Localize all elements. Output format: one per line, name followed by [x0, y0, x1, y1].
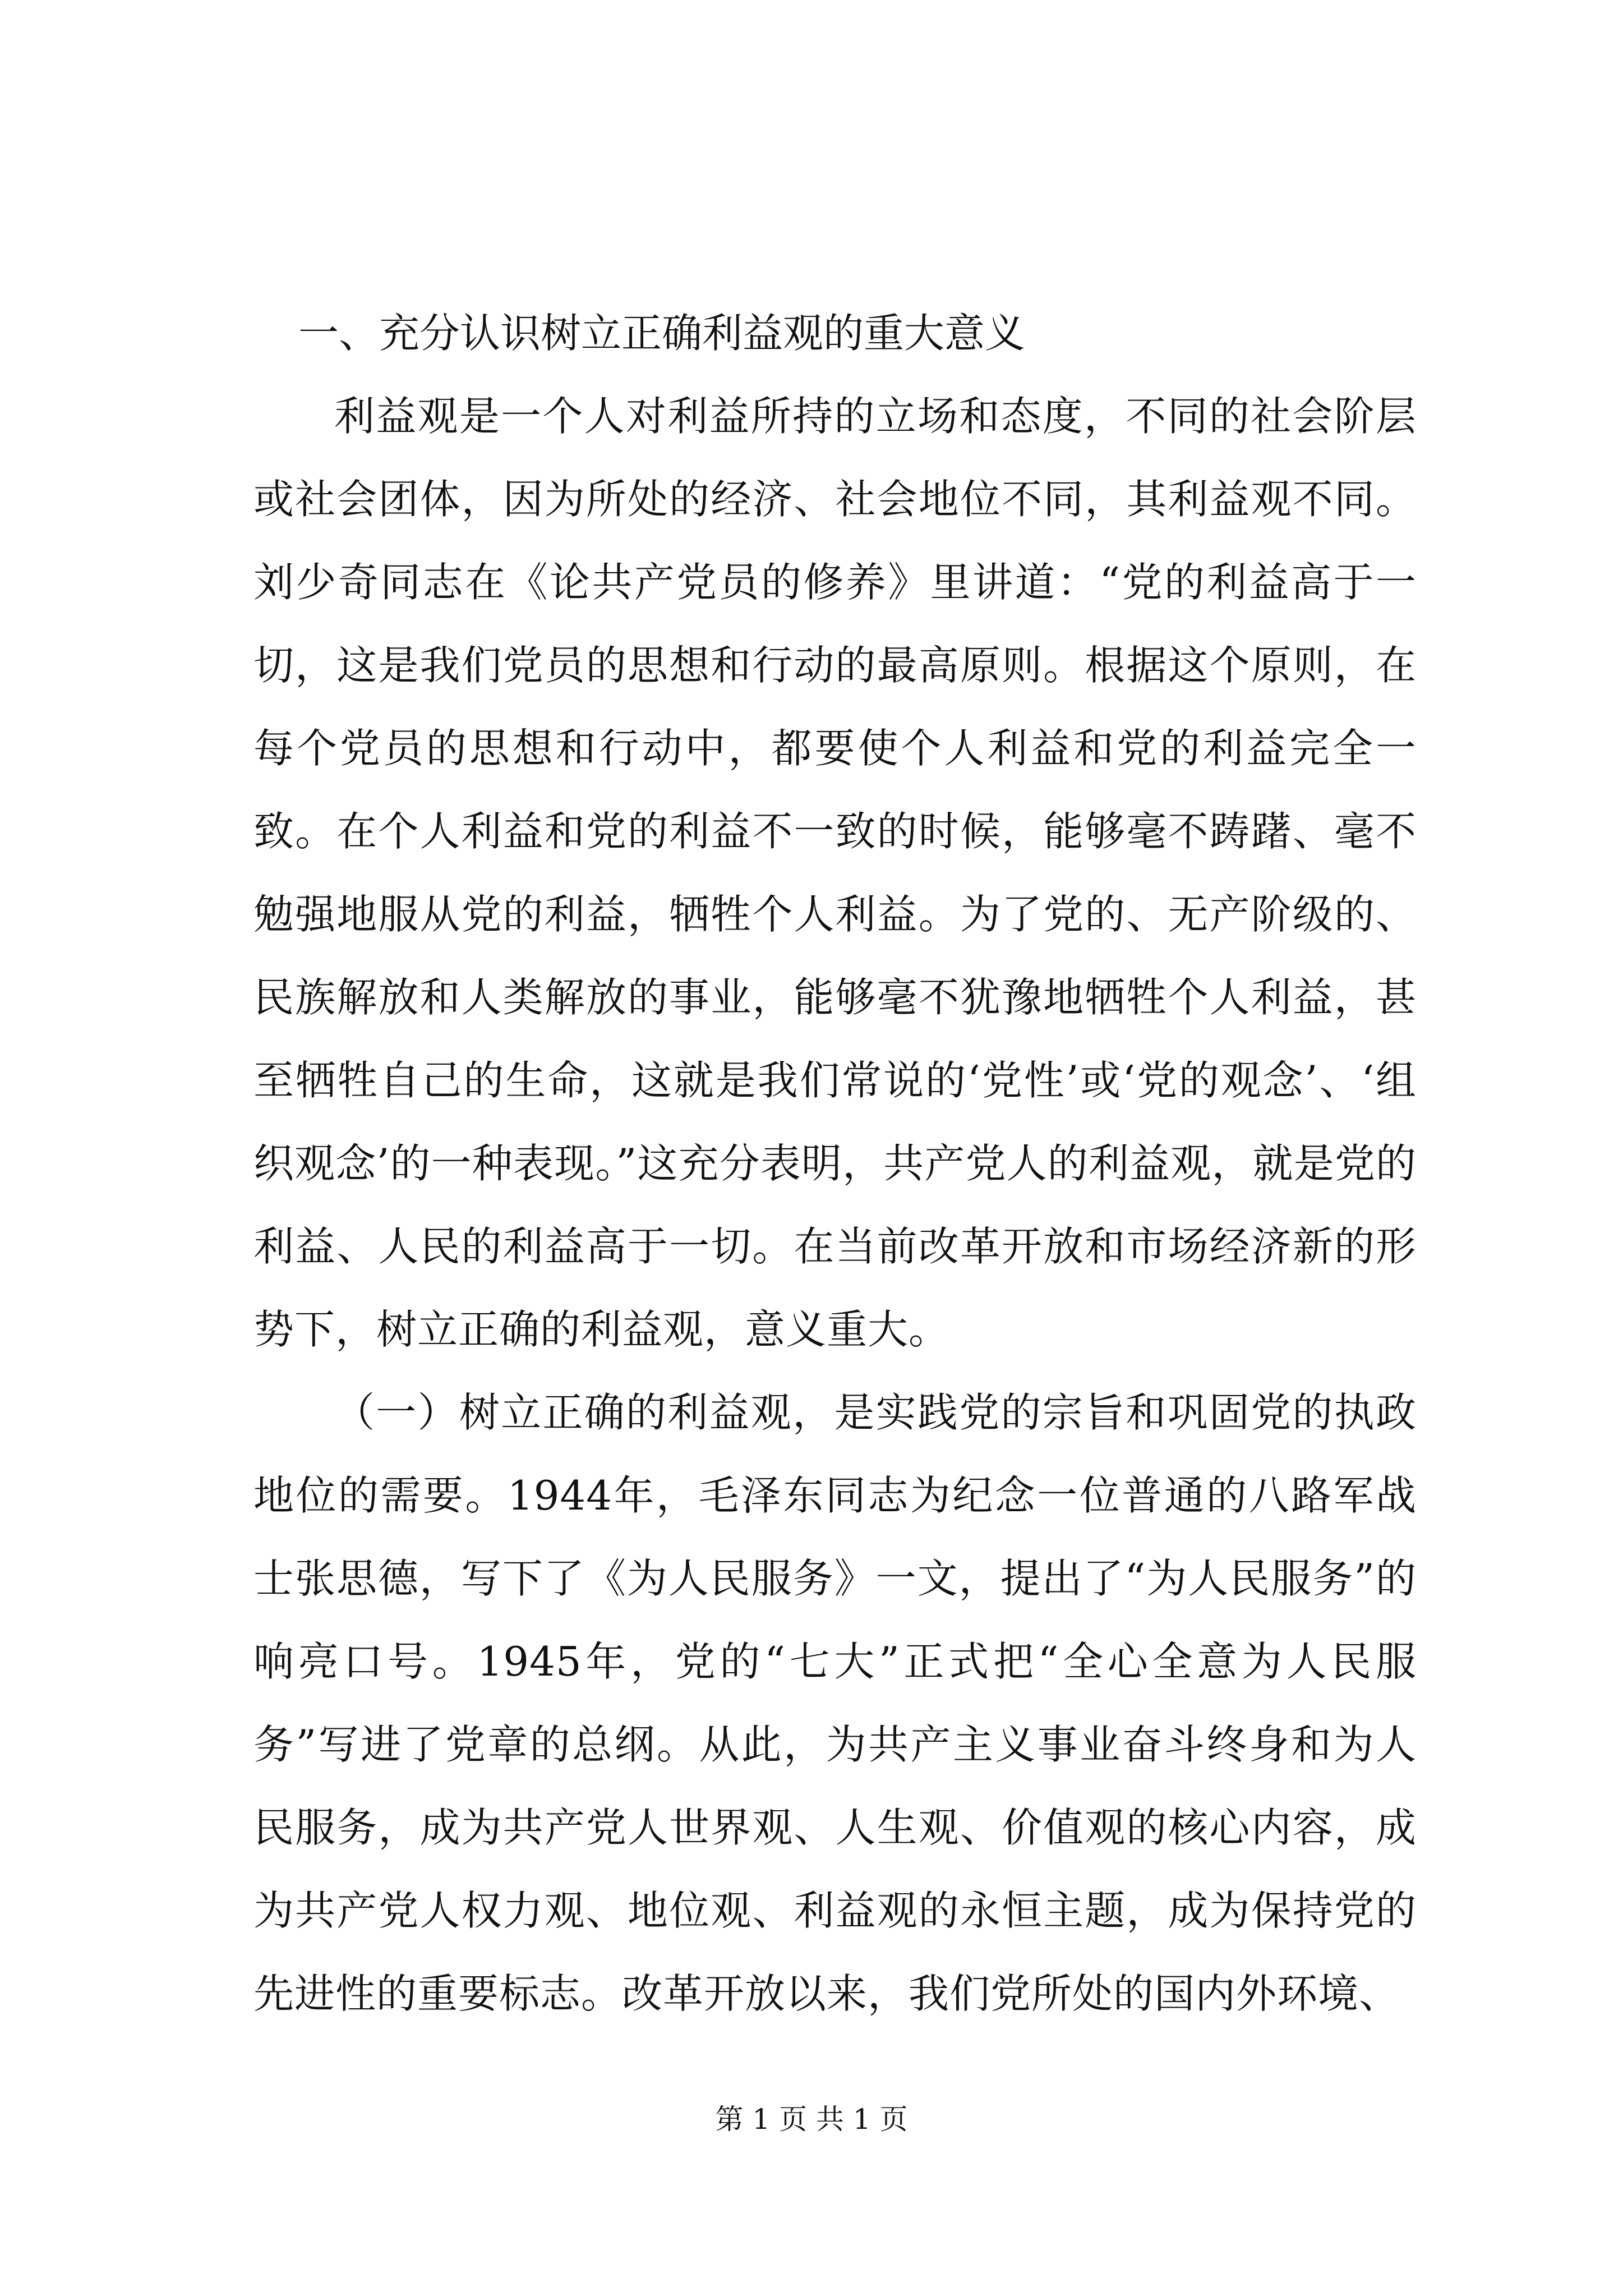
page-footer: 第 1 页 共 1 页 — [715, 2103, 908, 2136]
section-heading: 一、充分认识树立正确利益观的重大意义 — [298, 310, 1026, 357]
document-body — [253, 292, 1417, 2035]
paragraph-interest-view: 利益观是一个人对利益所持的立场和态度，不同的社会阶层或社会团体，因为所处的经济、社会地位不同，其利益观不同。刘少奇同志在《论共产党员的修养》里讲道：“党的利益高于一切，这是我们党员的思想和行动的最高原则。根据这个原则，在每个党员的思想和行动中，都要使个人利益和党的利益完全一致。在个人利益和党的利益不一致的时候，能够毫不踌躇、毫不勉强地服从党的利益，牺牲个人利益。为了党的、无产阶级的、民族解放和人类解放的事业，能够毫不犹豫地牺牲个人利益，甚至牺牲自己的生命，这就是我们常说的‘党性’或‘党的观念’、‘组织观念’的一种表现。”这充分表明，共产党人的利益观，就是党的利益、人民的利益高于一切。在当前改革开放和市场经济新的形势下，树立正确的利益观，意义重大。 — [253, 393, 1417, 1353]
paragraph-party-purpose: （一）树立正确的利益观，是实践党的宗旨和巩固党的执政地位的需要。1944年，毛泽东同志为纪念一位普通的八路军战士张思德，写下了《为人民服务》一文，提出了“为人民服务”的响亮口号。1945年，党的“七大”正式把“全心全意为人民服务”写进了党章的总纲。从此，为共产主义事业奋斗终身和为人民服务，成为共产党人世界观、人生观、价值观的核心内容，成为共产党人权力观、地位观、利益观的永恒主题，成为保持党的先进性的重要标志。改革开放以来，我们党所处的国内外环境、 — [253, 1389, 1417, 2017]
